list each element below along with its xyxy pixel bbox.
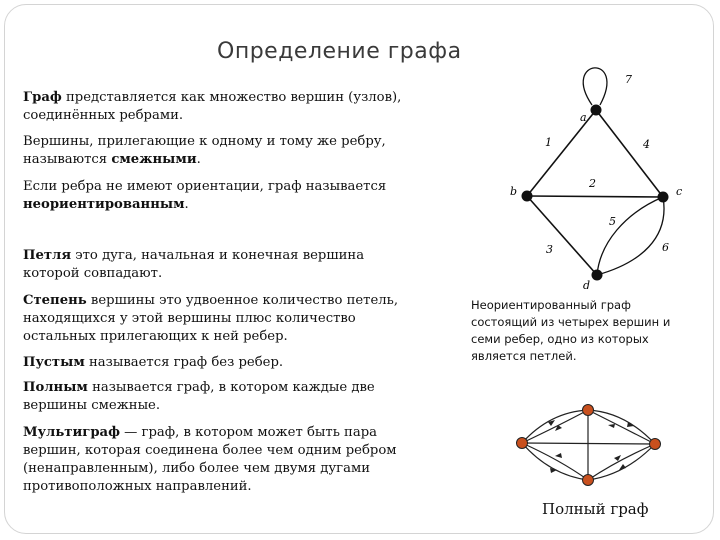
slide-title: Определение графа <box>217 39 462 64</box>
term-adjacent: смежными <box>111 152 197 167</box>
para-undirected <box>23 178 423 214</box>
vertex-label: b <box>510 185 518 198</box>
graph-edge <box>588 444 655 480</box>
edge-label: 4 <box>643 138 650 151</box>
para-text: . <box>184 197 189 212</box>
graph-vertex <box>650 439 661 450</box>
graph-edge <box>597 197 663 275</box>
graph-vertex <box>583 405 594 416</box>
term-graph: Граф <box>23 90 62 105</box>
para-text: — граф, в котором может быть пара вершин, которая соединена более чем одним ребром (ненаправленным), либо более чем двумя дугами противоположных направлений. <box>23 425 397 494</box>
graph-vertex <box>583 475 594 486</box>
arrow-head <box>608 424 615 428</box>
edge-label: 3 <box>546 243 553 256</box>
para-text: . <box>196 152 201 167</box>
edge-label: 5 <box>609 215 616 228</box>
complete-graph-caption: Полный граф <box>542 500 649 518</box>
para-multigraph <box>23 424 423 496</box>
graph-vertex-d <box>592 270 603 281</box>
graph-edge <box>597 197 664 275</box>
para-text: называется граф без ребер. <box>84 355 284 370</box>
arrow-head <box>614 455 621 461</box>
term-degree: Степень <box>23 293 87 308</box>
graph-edge <box>522 410 588 443</box>
graph-edge <box>527 196 597 275</box>
para-text: вершины это удвоенное количество петель, находящихся у этой вершины плюс количество остальных прилегающих к ней ребер. <box>23 293 399 344</box>
term-loop: Петля <box>23 248 72 263</box>
graph-edge <box>522 443 588 480</box>
para-text: называется граф, в котором каждые две вершины смежные. <box>23 380 375 413</box>
undirected-graph-caption: Неориентированный граф состоящий из четырех вершин и семи ребер, одно из которых является петлей. <box>471 298 671 363</box>
para-text: это дуга, начальная и конечная вершина которой совпадают. <box>23 248 365 281</box>
arrow-head <box>555 453 562 458</box>
complete-graph-diagram <box>510 400 670 495</box>
vertex-label: a <box>580 111 587 124</box>
term-multigraph: Мультиграф <box>23 425 120 440</box>
graph-vertex <box>517 438 528 449</box>
para-adjacent <box>23 133 423 169</box>
vertex-label: d <box>583 279 591 292</box>
graph-loop-edge <box>583 68 607 105</box>
graph-vertex-b <box>522 191 533 202</box>
graph-edge <box>527 196 663 197</box>
edge-label: 1 <box>545 136 552 149</box>
para-empty <box>23 354 423 372</box>
graph-vertex-a <box>591 105 602 116</box>
edge-label: 2 <box>589 177 596 190</box>
para-text: Вершины, прилегающие к одному и тому же ребру, называются <box>23 134 386 167</box>
para-text: Если ребра не имеют ориентации, граф называется <box>23 179 387 194</box>
para-degree <box>23 292 423 346</box>
vertex-label: c <box>676 185 683 198</box>
para-loop <box>23 247 423 283</box>
para-complete <box>23 379 423 415</box>
term-empty: Пустым <box>23 355 85 370</box>
para-text: представляется как множество вершин (узлов), соединённых ребрами. <box>23 90 402 123</box>
edge-label: 7 <box>625 73 632 86</box>
graph-edge <box>588 444 655 480</box>
graph-edge <box>522 443 588 480</box>
undirected-graph-diagram <box>500 53 700 298</box>
para-graph-definition <box>23 89 423 125</box>
term-complete: Полным <box>23 380 88 395</box>
graph-vertex-c <box>658 192 669 203</box>
slide <box>4 4 714 534</box>
edge-label: 6 <box>662 241 669 254</box>
term-undirected: неориентированным <box>23 197 185 212</box>
graph-edge <box>596 110 663 197</box>
graph-edge <box>588 410 655 444</box>
